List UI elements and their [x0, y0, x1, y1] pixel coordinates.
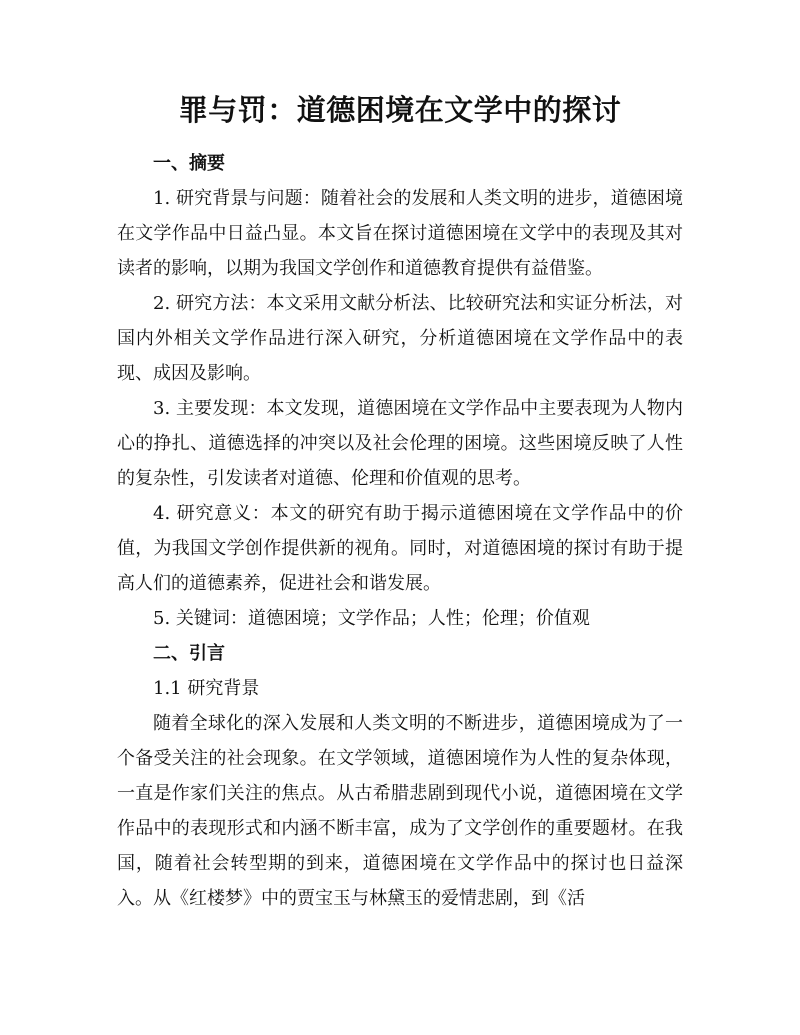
- introduction-paragraph: 随着全球化的深入发展和人类文明的不断进步，道德困境成为了一个备受关注的社会现象。在文学领域，道德困境作为人性的复杂体现，一直是作家们关注的焦点。从古希腊悲剧到现代小说，道德困境在文学作品中的表现形式和内涵不断丰富，成为了文学创作的重要题材。在我国，随着社会转型期的到来，道德困境在文学作品中的探讨也日益深入。从《红楼梦》中的贾宝玉与林黛玉的爱情悲剧，到《活: [117, 713, 683, 909]
- section-heading-introduction: 二、引言: [153, 643, 225, 664]
- section-heading-abstract: 一、摘要: [153, 153, 225, 174]
- subsection-heading-background: 1.1 研究背景: [153, 678, 260, 699]
- abstract-paragraph-keywords: 5. 关键词：道德困境；文学作品；人性；伦理；价值观: [153, 608, 590, 629]
- document-body: [117, 146, 683, 916]
- abstract-paragraph-methods: 2. 研究方法：本文采用文献分析法、比较研究法和实证分析法，对国内外相关文学作品进行深入研究，分析道德困境在文学作品中的表现、成因及影响。: [117, 293, 683, 384]
- abstract-paragraph-significance: 4. 研究意义：本文的研究有助于揭示道德困境在文学作品中的价值，为我国文学创作提供新的视角。同时，对道德困境的探讨有助于提高人们的道德素养，促进社会和谐发展。: [117, 503, 683, 594]
- abstract-paragraph-findings: 3. 主要发现：本文发现，道德困境在文学作品中主要表现为人物内心的挣扎、道德选择的冲突以及社会伦理的困境。这些困境反映了人性的复杂性，引发读者对道德、伦理和价值观的思考。: [117, 398, 683, 489]
- abstract-paragraph-background: 1. 研究背景与问题：随着社会的发展和人类文明的进步，道德困境在文学作品中日益凸显。本文旨在探讨道德困境在文学中的表现及其对读者的影响，以期为我国文学创作和道德教育提供有益借鉴。: [117, 188, 683, 279]
- document-title: 罪与罚：道德困境在文学中的探讨: [178, 93, 622, 127]
